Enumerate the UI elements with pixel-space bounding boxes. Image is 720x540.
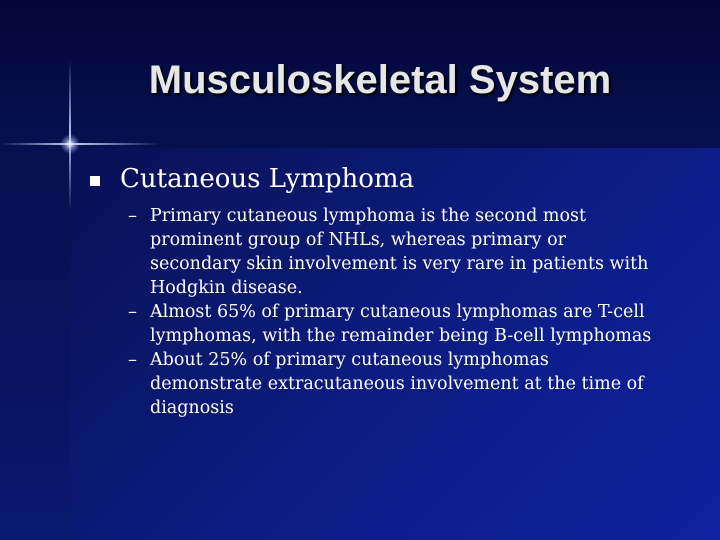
sparkle-horizontal-line [0, 143, 160, 145]
sparkle-icon [60, 134, 80, 154]
left-band [0, 148, 70, 540]
slide-content [90, 160, 690, 420]
square-bullet-icon [90, 176, 100, 186]
dash-marker: – [128, 349, 137, 370]
sub-bullet-item [128, 348, 690, 420]
sub-bullet-text: About 25% of primary cutaneous lymphomas demonstrate extracutaneous involvement at the time of diagnosis [150, 350, 644, 418]
bullet-item [90, 160, 690, 198]
dash-marker: – [128, 301, 137, 322]
dash-marker: – [128, 205, 137, 226]
sub-bullet-item [128, 300, 690, 348]
sub-bullet-text: Primary cutaneous lymphoma is the second most prominent group of NHLs, whereas primary or secondary skin involvement is very rare in patients with Hodgkin disease. [150, 206, 649, 298]
slide-title: Musculoskeletal System [148, 58, 612, 102]
sub-bullet-list [128, 204, 690, 420]
sub-bullet-item [128, 204, 690, 300]
bullet-text: Cutaneous Lymphoma [120, 164, 415, 194]
sub-bullet-text: Almost 65% of primary cutaneous lymphomas are T-cell lymphomas, with the remainder being B-cell lymphomas [150, 302, 652, 346]
